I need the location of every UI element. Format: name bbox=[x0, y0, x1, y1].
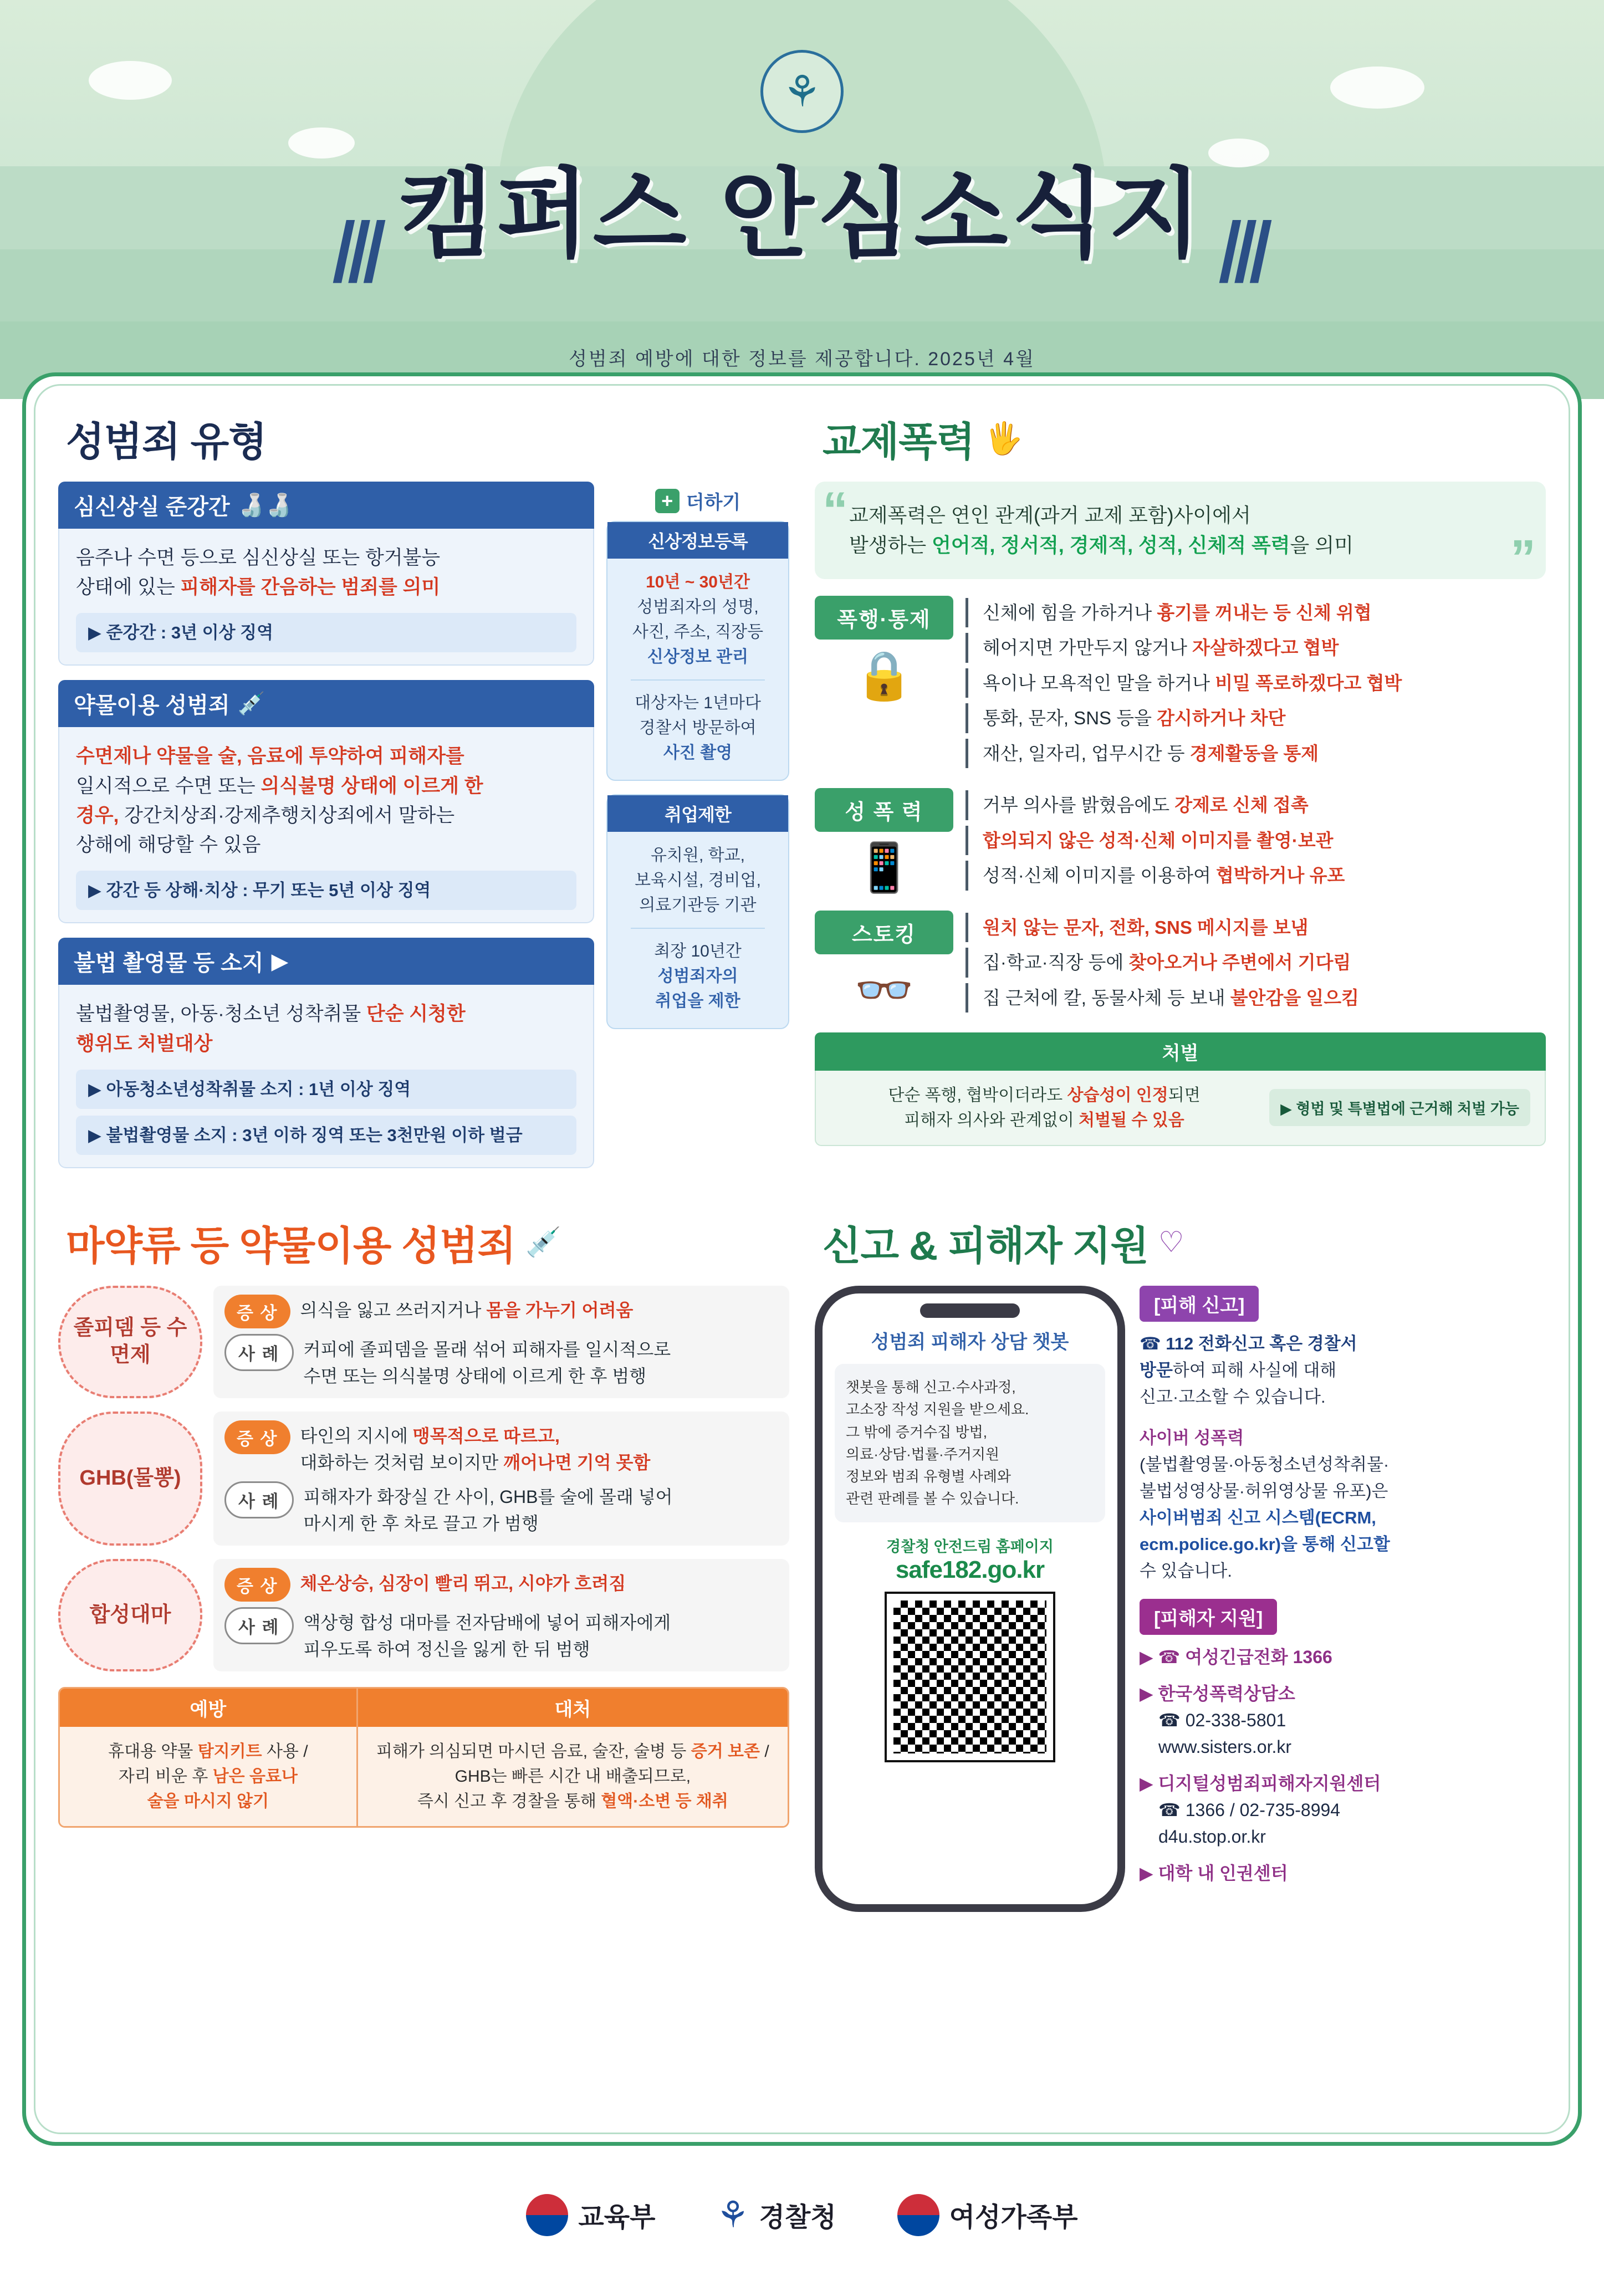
response-body bbox=[358, 1727, 788, 1826]
dv-item-hl: 강제로 신체 접촉 bbox=[1174, 795, 1309, 816]
dv-item bbox=[966, 983, 1546, 1013]
side-line: 성범죄자의 성명, bbox=[637, 598, 759, 616]
safe182-link[interactable] bbox=[835, 1535, 1105, 1584]
section-dating-violence bbox=[815, 410, 1546, 1183]
type-heading-text: 불법 촬영물 등 소지 bbox=[74, 951, 264, 976]
cyber-line: 불법성영상물·허위영상물 유포)은 bbox=[1140, 1481, 1388, 1501]
symptom-text bbox=[300, 1295, 634, 1323]
plus-icon: + bbox=[655, 489, 680, 513]
case-badge: 사 례 bbox=[224, 1607, 294, 1644]
type-body-line: 상해에 해당할 수 있음 bbox=[76, 834, 261, 856]
dv-item-pre: 거부 의사를 밝혔음에도 bbox=[983, 795, 1175, 816]
type-card-body bbox=[58, 727, 594, 923]
content-frame bbox=[22, 372, 1582, 2146]
dv-item bbox=[966, 598, 1546, 627]
dv-item-hl: 원치 않는 문자, 전화, SNS 메시지를 보냄 bbox=[983, 917, 1309, 938]
side-line: 의료기관등 기관 bbox=[639, 896, 757, 914]
chat-line: 고소장 작성 지원을 받으세요. bbox=[846, 1401, 1029, 1418]
type-card-illegal-footage bbox=[58, 938, 594, 1168]
section-title-dating bbox=[823, 410, 1546, 467]
dv-item-pre: 욕이나 모욕적인 말을 하거나 bbox=[983, 672, 1215, 693]
dv-item bbox=[966, 913, 1546, 942]
plus-label-text: 더하기 bbox=[686, 492, 741, 513]
type-body-line: 음주나 수면 등으로 심신상실 또는 항거불능 bbox=[76, 547, 441, 569]
dv-item-hl: 찾아오거나 주변에서 기다림 bbox=[1128, 952, 1351, 973]
cyber-line: ecm.police.go.kr)을 통해 신고할 bbox=[1140, 1535, 1390, 1554]
type-body-highlight: 피해자를 간음하는 범죄를 의미 bbox=[180, 576, 441, 599]
side-head-registration: 신상정보등록 bbox=[607, 522, 788, 559]
support-phone: ☎ 1366 / 02-735-8994 bbox=[1158, 1800, 1341, 1821]
case-line: 피해자가 화장실 간 사이, GHB를 술에 몰래 넣어 bbox=[303, 1486, 673, 1507]
logo-label: 여성가족부 bbox=[949, 2203, 1078, 2232]
prevention-hl: 술을 마시지 않기 bbox=[147, 1792, 269, 1811]
logo-moe bbox=[526, 2194, 655, 2236]
dv-item-pre: 헤어지면 가만두지 않거나 bbox=[983, 637, 1193, 658]
support-title: 디지털성범죄피해자지원센터 bbox=[1158, 1773, 1381, 1794]
qr-code[interactable] bbox=[887, 1594, 1053, 1760]
taegeuk-icon bbox=[897, 2194, 939, 2236]
dv-item-hl: 흉기를 꺼내는 등 신체 위협 bbox=[1157, 602, 1372, 623]
support-title: 대학 내 인권센터 bbox=[1158, 1863, 1288, 1884]
prevention-body bbox=[60, 1727, 356, 1826]
case-line: 액상형 합성 대마를 전자담배에 넣어 피해자에게 bbox=[303, 1612, 671, 1633]
response-hl: 혈액·소변 등 채취 bbox=[601, 1792, 728, 1811]
side-line: 성범죄자의 bbox=[657, 967, 738, 985]
support-item-university[interactable]: ▶ 대학 내 인권센터 bbox=[1140, 1863, 1288, 1884]
dv-item-hl: 불안감을 일으킴 bbox=[1230, 987, 1360, 1008]
safe182-label: 경찰청 안전드림 홈페이지 bbox=[886, 1538, 1054, 1555]
response-heading: 대처 bbox=[358, 1689, 788, 1727]
drug-name: 합성대마 bbox=[58, 1559, 202, 1671]
case-line: 피우도록 하여 정신을 잃게 한 뒤 범행 bbox=[303, 1639, 590, 1659]
page-subtitle: 성범죄 예방에 대한 정보를 제공합니다. 2025년 4월 bbox=[569, 349, 1035, 370]
type-body-line: 수면제나 약물을 술, 음료에 투약하여 피해자를 bbox=[76, 745, 464, 768]
type-body-highlight: 의식불명 상태에 이르게 한 bbox=[260, 775, 483, 797]
chatbot-message bbox=[835, 1364, 1105, 1522]
dv-item-hl: 경제활동을 통제 bbox=[1189, 743, 1319, 764]
section-title-report bbox=[823, 1214, 1546, 1271]
dating-violence-definition bbox=[815, 482, 1546, 586]
dv-row-assault bbox=[815, 596, 1546, 774]
type-body-line: 일시적으로 수면 또는 bbox=[76, 775, 261, 797]
case-text bbox=[304, 1481, 673, 1537]
dv-item bbox=[966, 703, 1546, 733]
logo-label: 교육부 bbox=[578, 2203, 656, 2232]
divider bbox=[631, 679, 765, 681]
prevention-column bbox=[60, 1689, 356, 1826]
symptom-hl: 체온상승, 심장이 빨리 뛰고, 시야가 흐려짐 bbox=[300, 1573, 626, 1593]
poster-footer bbox=[0, 2171, 1604, 2269]
divider bbox=[631, 928, 765, 929]
symptom-badge: 증 상 bbox=[224, 1420, 290, 1454]
prevention-response-table bbox=[58, 1687, 789, 1828]
soju-bottle-icon: 🍶🍶 bbox=[237, 493, 293, 518]
type-card-heading bbox=[58, 938, 594, 985]
dv-tag: 스토킹 bbox=[815, 911, 953, 954]
prevention-line: 자리 비운 후 bbox=[118, 1767, 213, 1786]
dv-item-pre: 성적·신체 이미지를 이용하여 bbox=[983, 865, 1217, 886]
cyber-line: 수 있습니다. bbox=[1140, 1561, 1232, 1581]
type-body-line: 불법촬영물, 아동·청소년 성착취물 bbox=[76, 1003, 366, 1025]
support-title: ☎ 여성긴급전화 1366 bbox=[1158, 1647, 1332, 1668]
dv-item-pre: 집·학교·직장 등에 bbox=[983, 952, 1129, 973]
video-play-icon: ▶ bbox=[271, 949, 289, 974]
cyber-line: 사이버범죄 신고 시스템(ECRM, bbox=[1140, 1508, 1376, 1528]
punish-hl: 상습성이 인정 bbox=[1067, 1086, 1168, 1104]
dv-item bbox=[966, 633, 1546, 662]
type-body-highlight: 경우, bbox=[76, 804, 119, 826]
dv-item-pre: 신체에 힘을 가하거나 bbox=[983, 602, 1157, 623]
prevention-hl: 남은 음료나 bbox=[212, 1767, 298, 1786]
chat-line: 의료·상담·법률·주거지원 bbox=[846, 1445, 1000, 1463]
punish-line: 단순 폭행, 협박이더라도 bbox=[888, 1086, 1067, 1104]
bottom-columns bbox=[58, 1214, 1546, 1912]
phone-mockup bbox=[815, 1286, 1125, 1912]
type-card-heading bbox=[58, 680, 594, 727]
type-card-body bbox=[58, 529, 594, 666]
heart-icon: ♡ bbox=[1158, 1226, 1184, 1259]
poster-header bbox=[0, 0, 1604, 399]
dv-item-hl: 자살하겠다고 협박 bbox=[1192, 637, 1339, 658]
symptom-text bbox=[300, 1420, 651, 1476]
response-line: 즉시 신고 후 경찰을 통해 bbox=[417, 1792, 601, 1811]
dv-tag: 성 폭 력 bbox=[815, 788, 953, 832]
quote-close-icon: ” bbox=[1510, 530, 1536, 586]
binoculars-icon: 👓 bbox=[854, 963, 914, 1017]
case-badge: 사 례 bbox=[224, 1334, 294, 1371]
response-line: GHB는 빠른 시간 내 배출되므로, bbox=[454, 1767, 691, 1786]
top-columns bbox=[58, 410, 1546, 1183]
phone-camera-icon: 📱 bbox=[854, 841, 914, 895]
response-line: 피해가 의심되면 마시던 음료, 술잔, 술병 등 bbox=[376, 1742, 691, 1761]
symptom-hl: 깨어나면 기억 못함 bbox=[503, 1452, 651, 1472]
chatbot-app-title: 성범죄 피해자 상담 챗봇 bbox=[871, 1331, 1069, 1353]
response-column bbox=[358, 1689, 788, 1826]
phone-mockup-wrap bbox=[815, 1286, 1125, 1912]
punishment-heading: 처벌 bbox=[815, 1032, 1546, 1071]
dv-item-list bbox=[966, 911, 1546, 1018]
phone-notch bbox=[920, 1303, 1020, 1318]
prevention-hl: 탐지키트 bbox=[197, 1742, 262, 1761]
side-head-employment: 취업제한 bbox=[607, 795, 788, 832]
punish-line: 되면 bbox=[1168, 1086, 1201, 1104]
penalty-pill: ▶ 준강간 : 3년 이상 징역 bbox=[76, 613, 576, 652]
type-card-incapacitated bbox=[58, 482, 594, 666]
hand-fist-icon: 🖐 bbox=[984, 421, 1023, 456]
side-line: 유치원, 학교, bbox=[651, 846, 745, 865]
side-line: 대상자는 1년마다 bbox=[635, 694, 761, 712]
response-hl: 증거 보존 bbox=[691, 1742, 760, 1761]
side-line: 신상정보 관리 bbox=[647, 648, 749, 666]
symptom-hl: 맹목적으로 따르고, bbox=[412, 1425, 560, 1446]
support-heading: [피해자 지원] bbox=[1140, 1599, 1277, 1635]
symptom-pre: 의식을 잃고 쓰러지거나 bbox=[300, 1300, 487, 1320]
penalty-pill: ▶ 강간 등 상해·치상 : 무기 또는 5년 이상 징역 bbox=[76, 871, 576, 910]
prevention-line: 사용 / bbox=[262, 1742, 308, 1761]
type-body-highlight: 행위도 처벌대상 bbox=[76, 1032, 213, 1055]
symptom-pre: 타인의 지시에 bbox=[300, 1425, 413, 1446]
syringe-icon: 💉 bbox=[237, 692, 265, 717]
type-heading-text: 약물이용 성범죄 bbox=[74, 693, 230, 718]
dv-item bbox=[966, 790, 1546, 820]
cloud-icon bbox=[1330, 67, 1424, 109]
chat-line: 챗봇을 통해 신고·수사과정, bbox=[846, 1378, 1016, 1395]
case-badge: 사 례 bbox=[224, 1481, 294, 1518]
dv-item-list bbox=[966, 596, 1546, 774]
section-title-types: 성범죄 유형 bbox=[66, 420, 267, 464]
dv-item bbox=[966, 826, 1546, 855]
type-card-body bbox=[58, 985, 594, 1168]
punish-hl: 처벌될 수 있음 bbox=[1079, 1111, 1184, 1129]
section-title-text: 교제폭력 bbox=[823, 420, 975, 464]
type-card-drug-facilitated bbox=[58, 680, 594, 923]
side-line: 취업을 제한 bbox=[655, 992, 740, 1010]
dv-row-stalking bbox=[815, 911, 1546, 1018]
dv-item-pre: 통화, 문자, SNS 등을 bbox=[983, 708, 1157, 729]
support-item-d4u[interactable]: ▶ 디지털성범죄피해자지원센터 ☎ 1366 / 02-735-8994 d4u.stop.or.kr bbox=[1140, 1770, 1546, 1850]
drug-row-ghb bbox=[58, 1412, 789, 1546]
support-phone: ☎ 02-338-5801 bbox=[1158, 1710, 1286, 1731]
report-line: 하여 피해 사실에 대해 bbox=[1172, 1360, 1337, 1380]
drug-row-synthetic-cannabis bbox=[58, 1559, 789, 1671]
punishment-box bbox=[815, 1032, 1546, 1146]
drug-row-zolpidem bbox=[58, 1286, 789, 1398]
side-line: 사진, 주소, 직장등 bbox=[632, 623, 764, 641]
dv-item-pre: 재산, 일자리, 업무시간 등 bbox=[983, 743, 1190, 764]
response-line: / bbox=[759, 1742, 769, 1761]
dv-item-list bbox=[966, 788, 1546, 896]
safe182-url: safe182.go.kr bbox=[895, 1556, 1045, 1583]
support-title: 한국성폭력상담소 bbox=[1158, 1684, 1295, 1704]
support-item-sisters[interactable]: ▶ 한국성폭력상담소 ☎ 02-338-5801 www.sisters.or.kr bbox=[1140, 1680, 1546, 1760]
dv-item-hl: 합의되지 않은 성적·신체 이미지를 촬영·보관 bbox=[983, 830, 1334, 851]
report-line: 신고·고소할 수 있습니다. bbox=[1140, 1387, 1326, 1407]
side-extra-box bbox=[606, 482, 789, 1029]
case-line: 커피에 졸피뎀을 몰래 섞어 피해자를 일시적으로 bbox=[303, 1339, 671, 1359]
chat-line: 정보와 범죄 유형별 사례와 bbox=[846, 1468, 1011, 1485]
penalty-pill: ▶ 불법촬영물 소지 : 3년 이하 징역 또는 3천만원 이하 벌금 bbox=[76, 1116, 576, 1155]
support-item-1366[interactable]: ▶ ☎ 여성긴급전화 1366 bbox=[1140, 1647, 1332, 1668]
section-title-text: 마약류 등 약물이용 성범죄 bbox=[66, 1224, 516, 1269]
punishment-text bbox=[830, 1083, 1258, 1133]
chat-line: 관련 판례를 볼 수 있습니다. bbox=[846, 1490, 1019, 1507]
side-text-employment bbox=[607, 832, 788, 1016]
punish-line: 피해자 의사와 관계없이 bbox=[904, 1111, 1079, 1129]
police-eagle-emblem: ⚘ bbox=[749, 50, 855, 155]
taegeuk-icon bbox=[526, 2194, 568, 2236]
type-body-line: 상태에 있는 bbox=[76, 576, 181, 599]
report-heading: [피해 신고] bbox=[1140, 1286, 1259, 1322]
cloud-icon bbox=[1208, 139, 1269, 167]
cloud-icon bbox=[89, 61, 172, 100]
lock-icon: 🔒 bbox=[854, 649, 914, 702]
section-drug-crimes bbox=[58, 1214, 789, 1912]
support-url[interactable]: www.sisters.or.kr bbox=[1158, 1737, 1292, 1757]
prevention-heading: 예방 bbox=[60, 1689, 356, 1727]
dv-item bbox=[966, 861, 1546, 890]
section-title-drugs bbox=[66, 1214, 789, 1271]
chat-line: 그 밖에 증거수집 방법, bbox=[846, 1423, 987, 1440]
dv-item-hl: 감시하거나 차단 bbox=[1157, 708, 1286, 729]
case-text bbox=[304, 1334, 671, 1389]
logo-mogef bbox=[897, 2194, 1078, 2236]
title-bars-left: ||| bbox=[328, 208, 390, 283]
cyber-title: 사이버 성폭력 bbox=[1140, 1428, 1244, 1448]
symptom-badge: 증 상 bbox=[224, 1295, 290, 1328]
side-line: 경찰서 방문하여 bbox=[639, 719, 757, 737]
dv-tag: 폭행·통제 bbox=[815, 596, 953, 640]
side-line: 최장 10년간 bbox=[654, 942, 742, 960]
support-url[interactable]: d4u.stop.or.kr bbox=[1158, 1827, 1266, 1847]
syringe-icon: 💉 bbox=[525, 1226, 561, 1259]
report-line: 방문 bbox=[1140, 1360, 1173, 1380]
report-line: ☎ 112 전화신고 혹은 경찰서 bbox=[1140, 1333, 1357, 1353]
type-body-highlight: 단순 시청한 bbox=[366, 1003, 466, 1025]
quote-open-icon: “ bbox=[823, 482, 848, 539]
case-line: 마시게 한 후 차로 끌고 가 범행 bbox=[303, 1513, 539, 1533]
punishment-pill: ▶ 형법 및 특별법에 근거해 처벌 가능 bbox=[1269, 1089, 1530, 1126]
definition-highlight: 언어적, 정서적, 경제적, 성적, 신체적 폭력 bbox=[932, 534, 1290, 556]
plus-label bbox=[606, 482, 789, 521]
title-bars-right: ||| bbox=[1214, 208, 1276, 283]
dv-item bbox=[966, 739, 1546, 768]
symptom-text bbox=[300, 1568, 626, 1597]
drug-name: GHB(물뽕) bbox=[58, 1412, 202, 1546]
police-emblem-icon: ⚘ bbox=[716, 2194, 749, 2235]
section-report-support bbox=[815, 1214, 1546, 1912]
definition-line: 교제폭력은 연인 관계(과거 교제 포함)사이에서 bbox=[849, 504, 1251, 526]
prevention-line: 휴대용 약물 bbox=[108, 1742, 198, 1761]
dv-item bbox=[966, 668, 1546, 698]
logo-police bbox=[716, 2193, 836, 2236]
type-heading-text: 심신상실 준강간 bbox=[74, 495, 230, 519]
symptom-badge: 증 상 bbox=[224, 1568, 290, 1602]
report-text bbox=[1140, 1331, 1546, 1410]
dv-item bbox=[966, 948, 1546, 977]
cyber-line: (불법촬영물·아동청소년성착취물· bbox=[1140, 1455, 1390, 1475]
case-line: 수면 또는 의식불명 상태에 이르게 한 후 범행 bbox=[303, 1366, 647, 1386]
side-line: 10년 ~ 30년간 bbox=[646, 573, 750, 591]
logo-label: 경찰청 bbox=[759, 2203, 836, 2232]
side-line: 보육시설, 경비업, bbox=[635, 871, 761, 889]
dv-item-pre: 집 근처에 칼, 동물사체 등 보내 bbox=[983, 987, 1230, 1008]
section-sex-crime-types bbox=[58, 410, 789, 1183]
definition-line: 을 의미 bbox=[1290, 534, 1353, 556]
dv-row-sexual-violence bbox=[815, 788, 1546, 896]
page-title: 캠퍼스 안심소식지 bbox=[399, 161, 1205, 269]
side-line: 사진 촬영 bbox=[663, 744, 733, 762]
title-wrap bbox=[0, 161, 1604, 284]
penalty-pill: ▶ 아동청소년성착취물 소지 : 1년 이상 징역 bbox=[76, 1070, 576, 1109]
dv-item-hl: 협박하거나 유포 bbox=[1216, 865, 1345, 886]
drug-name: 졸피뎀 등 수면제 bbox=[58, 1286, 202, 1398]
section-title-text: 신고 & 피해자 지원 bbox=[823, 1224, 1148, 1269]
type-body-line: 강간치상죄·강제추행치상죄에서 말하는 bbox=[119, 804, 455, 826]
cyber-report-text bbox=[1140, 1425, 1546, 1584]
dv-item-hl: 비밀 폭로하겠다고 협박 bbox=[1215, 672, 1402, 693]
case-text bbox=[304, 1607, 671, 1663]
cloud-icon bbox=[288, 127, 355, 158]
report-info bbox=[1140, 1286, 1546, 1912]
symptom-hl: 몸을 가누기 어려움 bbox=[486, 1300, 634, 1320]
symptom-pre: 대화하는 것처럼 보이지만 bbox=[300, 1452, 504, 1472]
definition-line: 발생하는 bbox=[849, 534, 932, 556]
type-card-heading bbox=[58, 482, 594, 529]
side-text-registration bbox=[607, 559, 788, 768]
